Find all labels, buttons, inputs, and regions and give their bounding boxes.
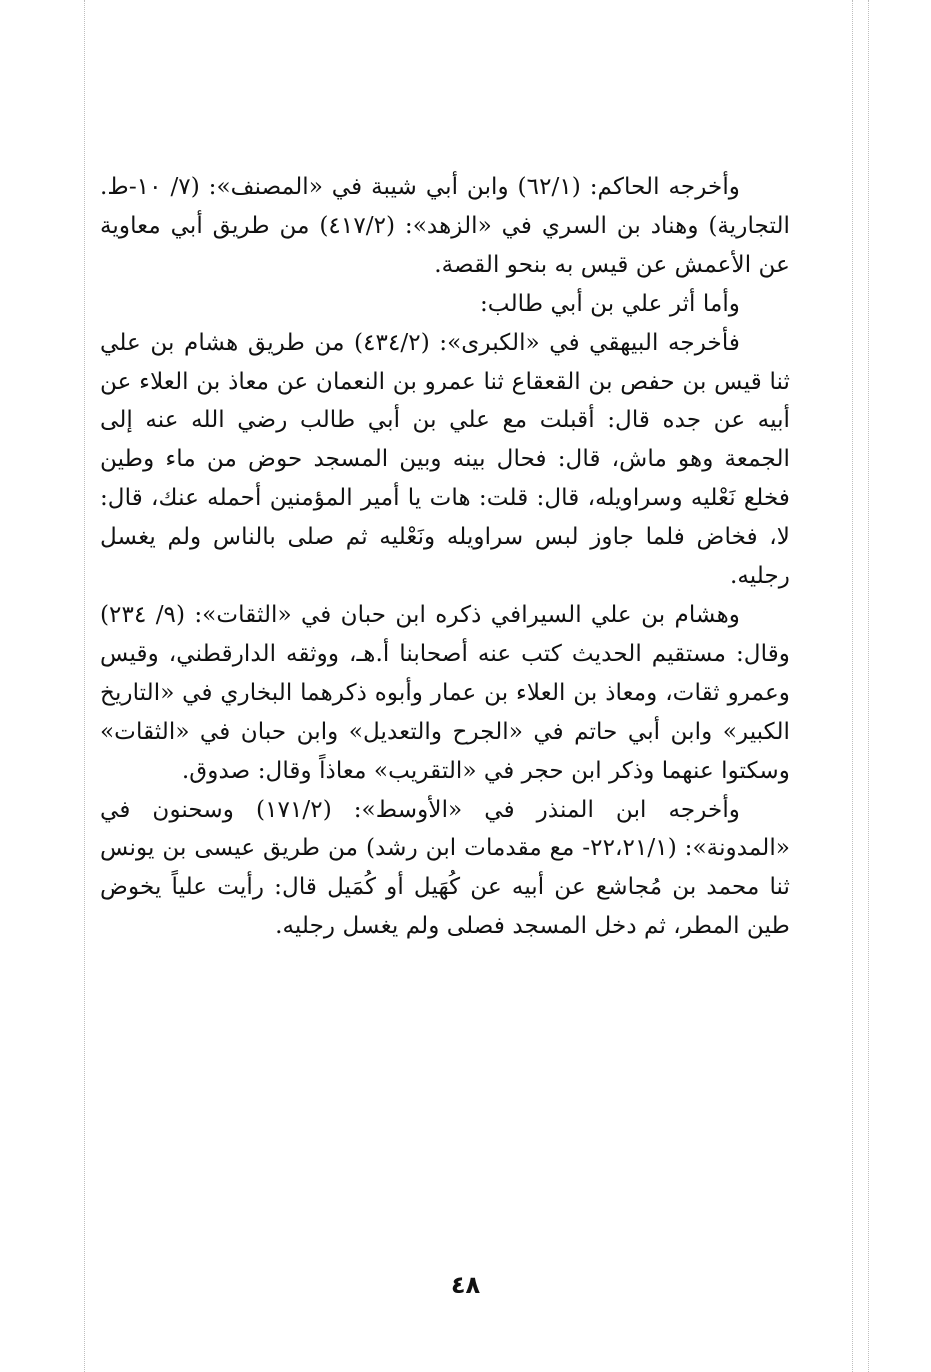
scan-guide-line-right	[852, 0, 853, 1372]
scan-guide-line-right-outer	[868, 0, 869, 1372]
paragraph-bayhaqi: فأخرجه البيهقي في «الكبرى»: (٤٣٤/٢) من طريق هشام بن علي ثنا قيس بن حفص بن القعقاع ثنا عمرو بن النعمان عن معاذ بن العلاء عن أبيه عن جده قال: أقبلت مع علي بن أبي طالب رضي الله عنه إلى الجمعة وهو ماش، قال: فحال بينه وبين المسجد حوض من ماء وطين فخلع نَعْليه وسراويله، قال: قلت: هات يا أمير المؤمنين أحمله عنك، قال: لا، فخاض فلما جاوز لبس سراويله ونَعْليه ثم صلى بالناس ولم يغسل رجليه.	[100, 328, 790, 590]
scan-guide-line-left	[84, 0, 85, 1372]
paragraph-hakim: وأخرجه الحاكم: (٦٢/١) وابن أبي شيبة في «المصنف»: (٧/ ١٠-ط. التجارية) وهناد بن السري في «الزهد»: (٤١٧/٢) من طريق أبي معاوية عن الأعمش عن قيس به بنحو القصة.	[100, 173, 790, 278]
paragraph-hisham: وهشام بن علي السيرافي ذكره ابن حبان في «الثقات»: (٩/ ٢٣٤) وقال: مستقيم الحديث كتب عنه أصحابنا أ.هـ، ووثقه الدارقطني، وقيس وعمرو ثقات، ومعاذ بن العلاء بن عمار وأبوه ذكرهما البخاري في «التاريخ الكبير» وابن أبي حاتم في «الجرح والتعديل» وابن حبان في «الثقات» وسكتوا عنهما وذكر ابن حجر في «التقريب» معاذاً وقال: صدوق.	[100, 600, 790, 784]
page-number: ٤٨	[450, 1271, 481, 1299]
paragraph-ibn-mundhir: وأخرجه ابن المنذر في «الأوسط»: (١٧١/٢) وسحنون في «المدونة»: (٢٢،٢١/١- مع مقدمات ابن رشد) من طريق عيسى بن يونس ثنا محمد بن مُجاشع عن أبيه عن كُهَيل أو كُمَيل قال: رأيت علياً يخوض طين المطر، ثم دخل المسجد فصلى ولم يغسل رجليه.	[100, 795, 790, 940]
paragraph-ali-heading: وأما أثر علي بن أبي طالب:	[480, 289, 740, 317]
body-text	[100, 168, 790, 946]
